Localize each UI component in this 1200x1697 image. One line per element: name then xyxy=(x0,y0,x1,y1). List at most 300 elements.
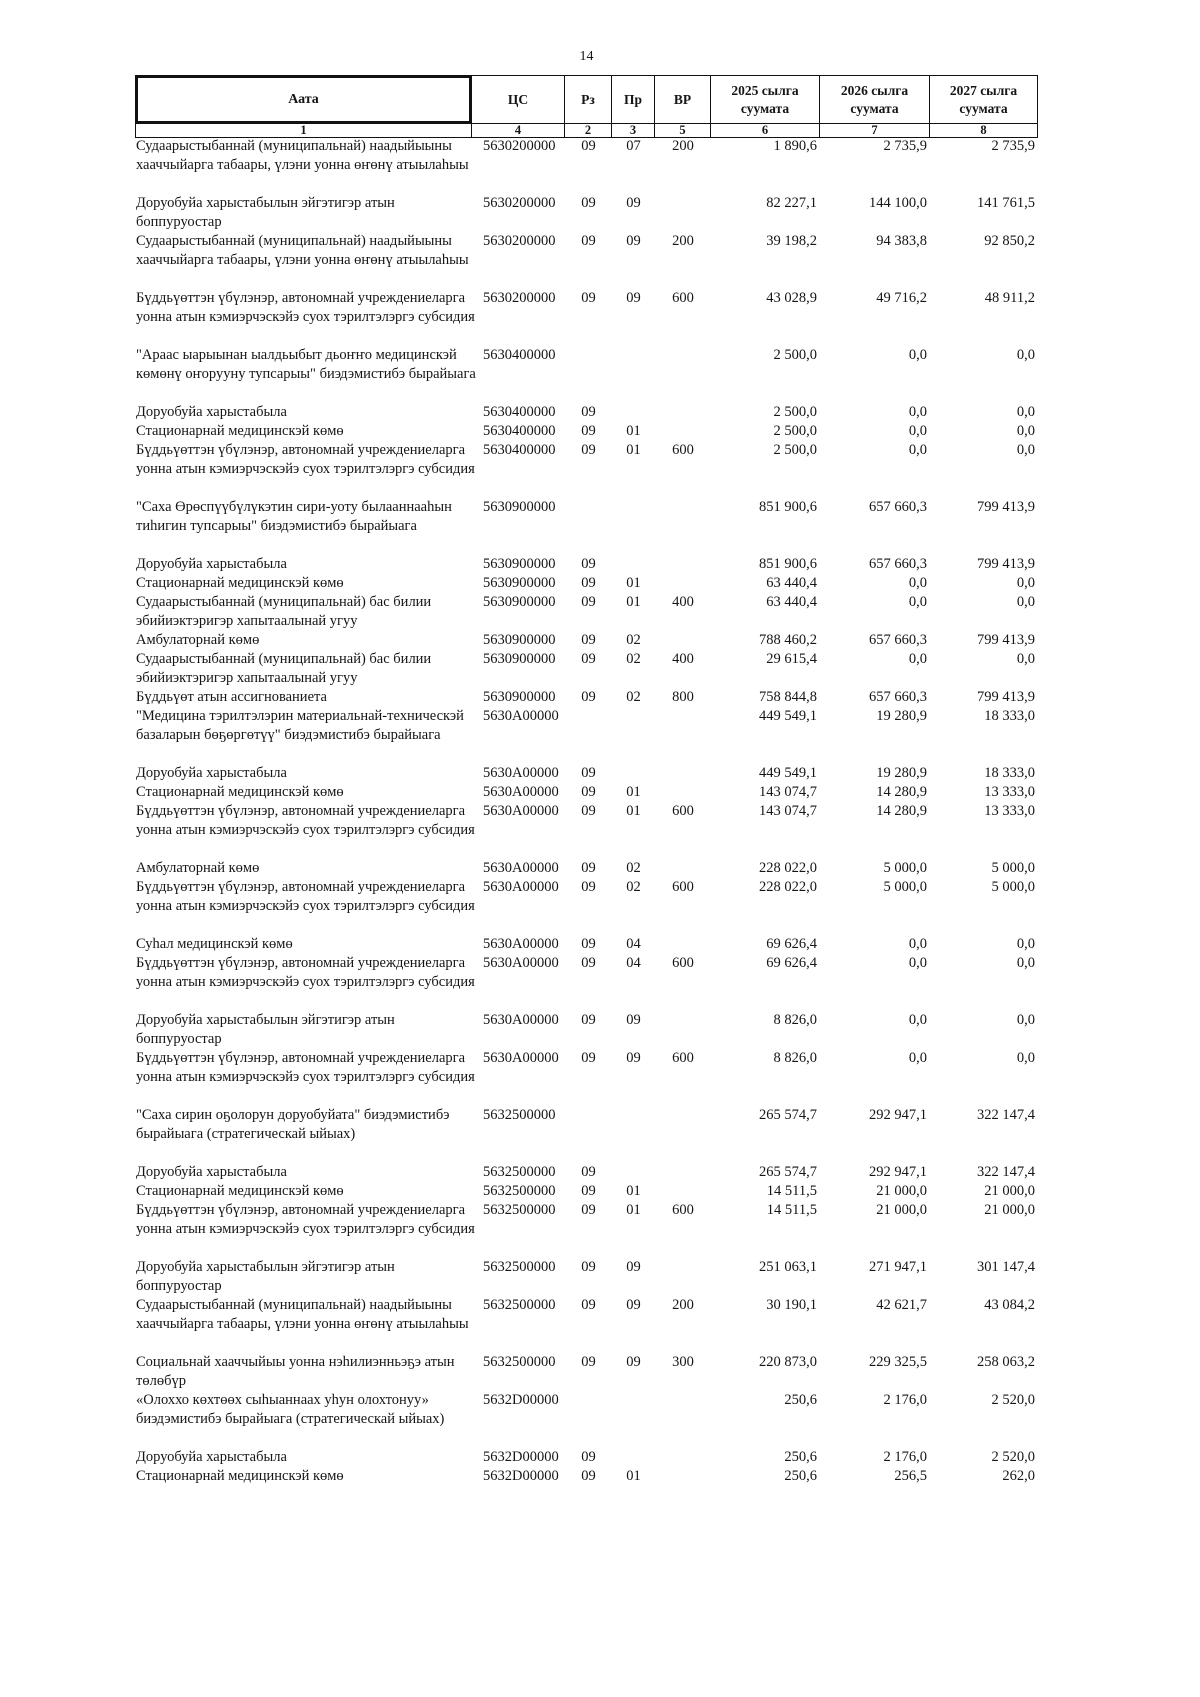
rz-code-cell: 09 xyxy=(581,1259,596,1275)
amount-2026-cell: 657 660,3 xyxy=(869,499,927,515)
vr-code-cell xyxy=(655,764,711,783)
rz-code-cell: 09 xyxy=(581,233,596,249)
amount-2025-cell: 39 198,2 xyxy=(766,233,817,249)
amount-2027-cell: 2 520,0 xyxy=(991,1392,1035,1408)
rz-code-cell: 09 xyxy=(581,689,596,705)
vr-code-cell xyxy=(655,403,711,422)
amount-2026-cell: 0,0 xyxy=(908,936,927,952)
rz-code-cell: 09 xyxy=(581,784,596,800)
row-name-cell: Стационарнай медицинскэй көмө xyxy=(136,575,344,591)
amount-2026-cell: 0,0 xyxy=(908,955,927,971)
amount-2027-cell: 0,0 xyxy=(1016,404,1035,420)
table-row xyxy=(136,1353,1037,1391)
table-row xyxy=(136,631,1037,650)
pr-code-cell: 01 xyxy=(626,442,641,458)
amount-2025-cell: 30 190,1 xyxy=(766,1297,817,1313)
amount-2026-cell: 14 280,9 xyxy=(876,803,927,819)
vr-code-cell: 600 xyxy=(672,803,694,819)
amount-2025-cell: 14 511,5 xyxy=(766,1202,817,1218)
table-header xyxy=(135,75,1038,138)
vr-code-cell xyxy=(655,783,711,802)
amount-2026-cell: 21 000,0 xyxy=(876,1202,927,1218)
row-name-cell: "Араас ыарыынан ыалдьыбыт дьоҥҥо медицинскэй көмөнү оҥорууну тупсарыы" биэдэмистибэ бырайыага xyxy=(136,347,476,382)
amount-2026-cell: 144 100,0 xyxy=(869,195,927,211)
table-row xyxy=(136,555,1037,574)
pr-code-cell: 02 xyxy=(626,651,641,667)
cs-code-cell: 5630900000 xyxy=(483,632,556,648)
table-row xyxy=(136,1448,1037,1467)
rz-code-cell: 09 xyxy=(581,1449,596,1465)
vr-code-cell xyxy=(655,498,711,555)
rz-code-cell: 09 xyxy=(581,1164,596,1180)
cs-code-cell: 5630400000 xyxy=(483,404,556,420)
header-pr: Пр xyxy=(612,76,655,124)
amount-2027-cell: 18 333,0 xyxy=(984,765,1035,781)
amount-2027-cell: 5 000,0 xyxy=(991,879,1035,895)
amount-2027-cell: 322 147,4 xyxy=(977,1107,1035,1123)
pr-code-cell xyxy=(612,1448,655,1467)
vr-code-cell xyxy=(655,1391,711,1448)
amount-2026-cell: 94 383,8 xyxy=(876,233,927,249)
amount-2025-cell: 220 873,0 xyxy=(759,1354,817,1370)
row-name-cell: Бүддьүөт атын ассигнованиета xyxy=(136,689,327,705)
amount-2027-cell: 92 850,2 xyxy=(984,233,1035,249)
amount-2026-cell: 657 660,3 xyxy=(869,632,927,648)
page-number: 14 xyxy=(579,49,594,64)
rz-code-cell xyxy=(565,1391,612,1448)
cs-code-cell: 5632500000 xyxy=(483,1297,556,1313)
rz-code-cell: 09 xyxy=(581,860,596,876)
amount-2025-cell: 143 074,7 xyxy=(759,784,817,800)
cs-code-cell: 5632D00000 xyxy=(483,1449,559,1465)
table-row xyxy=(136,1163,1037,1182)
amount-2025-cell: 851 900,6 xyxy=(759,556,817,572)
table-row xyxy=(136,574,1037,593)
amount-2027-cell: 21 000,0 xyxy=(984,1202,1035,1218)
pr-code-cell: 02 xyxy=(626,860,641,876)
table-row xyxy=(136,707,1037,764)
amount-2025-cell: 2 500,0 xyxy=(773,404,817,420)
pr-code-cell: 01 xyxy=(626,1202,641,1218)
rz-code-cell: 09 xyxy=(581,651,596,667)
amount-2025-cell: 788 460,2 xyxy=(759,632,817,648)
amount-2026-cell: 0,0 xyxy=(908,651,927,667)
row-name-cell: Социальнай хааччыйыы уонна нэһилиэнньэҕэ атын төлөбүр xyxy=(136,1354,455,1389)
amount-2025-cell: 143 074,7 xyxy=(759,803,817,819)
table-row xyxy=(136,802,1037,859)
amount-2027-cell: 43 084,2 xyxy=(984,1297,1035,1313)
rz-code-cell: 09 xyxy=(581,423,596,439)
column-number-name: 1 xyxy=(136,124,472,137)
table-row xyxy=(136,232,1037,289)
amount-2025-cell: 228 022,0 xyxy=(759,879,817,895)
pr-code-cell: 02 xyxy=(626,632,641,648)
table-row xyxy=(136,1106,1037,1163)
table-row xyxy=(136,1296,1037,1353)
amount-2025-cell: 8 826,0 xyxy=(773,1050,817,1066)
table-row xyxy=(136,1182,1037,1201)
cs-code-cell: 5630A00000 xyxy=(483,1050,559,1066)
rz-code-cell xyxy=(565,346,612,403)
row-name-cell: Амбулаторнай көмө xyxy=(136,632,260,648)
table-row xyxy=(136,859,1037,878)
rz-code-cell: 09 xyxy=(581,138,596,154)
table-row xyxy=(136,1391,1037,1448)
pr-code-cell: 02 xyxy=(626,879,641,895)
amount-2027-cell: 0,0 xyxy=(1016,442,1035,458)
amount-2026-cell: 2 735,9 xyxy=(883,138,927,154)
cs-code-cell: 5630900000 xyxy=(483,689,556,705)
vr-code-cell xyxy=(655,574,711,593)
cs-code-cell: 5632500000 xyxy=(483,1354,556,1370)
column-number-2025: 6 xyxy=(711,124,820,137)
amount-2026-cell: 256,5 xyxy=(894,1468,927,1484)
table-row xyxy=(136,441,1037,498)
amount-2027-cell: 799 413,9 xyxy=(977,689,1035,705)
table-row xyxy=(136,1258,1037,1296)
amount-2026-cell: 229 325,5 xyxy=(869,1354,927,1370)
amount-2027-cell: 322 147,4 xyxy=(977,1164,1035,1180)
column-number-vr: 5 xyxy=(655,124,711,137)
cs-code-cell: 5630A00000 xyxy=(483,879,559,895)
table-row xyxy=(136,935,1037,954)
vr-code-cell xyxy=(655,422,711,441)
rz-code-cell xyxy=(565,707,612,764)
table-row xyxy=(136,878,1037,935)
table-row xyxy=(136,422,1037,441)
amount-2026-cell: 49 716,2 xyxy=(876,290,927,306)
amount-2027-cell: 262,0 xyxy=(1002,1468,1035,1484)
amount-2026-cell: 0,0 xyxy=(908,404,927,420)
cs-code-cell: 5630200000 xyxy=(483,233,556,249)
amount-2027-cell: 0,0 xyxy=(1016,936,1035,952)
cs-code-cell: 5632500000 xyxy=(483,1202,556,1218)
row-name-cell: "Саха Өрөспүүбүлүкэтин сири-уоту былааннааһын тиһигин тупсарыы" биэдэмистибэ бырайыага xyxy=(136,499,452,534)
row-name-cell: Судаарыстыбаннай (муниципальнай) бас билии эбийиэктэригэр хапытаалынай угуу xyxy=(136,651,432,686)
vr-code-cell: 600 xyxy=(672,1202,694,1218)
row-name-cell: Амбулаторнай көмө xyxy=(136,860,260,876)
amount-2026-cell: 2 176,0 xyxy=(883,1449,927,1465)
amount-2027-cell: 0,0 xyxy=(1016,594,1035,610)
pr-code-cell xyxy=(612,498,655,555)
amount-2026-cell: 0,0 xyxy=(908,1012,927,1028)
amount-2026-cell: 292 947,1 xyxy=(869,1107,927,1123)
vr-code-cell: 800 xyxy=(672,689,694,705)
amount-2025-cell: 8 826,0 xyxy=(773,1012,817,1028)
row-name-cell: Доруобуйа харыстабылын эйгэтигэр атын боппуруостар xyxy=(136,1012,395,1047)
vr-code-cell xyxy=(655,1448,711,1467)
cs-code-cell: 5632500000 xyxy=(483,1107,556,1123)
pr-code-cell: 04 xyxy=(626,936,641,952)
vr-code-cell: 300 xyxy=(672,1354,694,1370)
amount-2025-cell: 29 615,4 xyxy=(766,651,817,667)
amount-2026-cell: 14 280,9 xyxy=(876,784,927,800)
pr-code-cell xyxy=(612,1391,655,1448)
amount-2026-cell: 2 176,0 xyxy=(883,1392,927,1408)
amount-2025-cell: 2 500,0 xyxy=(773,442,817,458)
amount-2025-cell: 69 626,4 xyxy=(766,936,817,952)
amount-2025-cell: 2 500,0 xyxy=(773,347,817,363)
rz-code-cell: 09 xyxy=(581,594,596,610)
table-row xyxy=(136,688,1037,707)
cs-code-cell: 5630A00000 xyxy=(483,708,559,724)
pr-code-cell: 01 xyxy=(626,575,641,591)
amount-2026-cell: 5 000,0 xyxy=(883,879,927,895)
vr-code-cell xyxy=(655,1163,711,1182)
vr-code-cell xyxy=(655,555,711,574)
pr-code-cell: 01 xyxy=(626,423,641,439)
row-name-cell: Стационарнай медицинскэй көмө xyxy=(136,784,344,800)
column-number-2026: 7 xyxy=(820,124,930,137)
amount-2026-cell: 292 947,1 xyxy=(869,1164,927,1180)
vr-code-cell xyxy=(655,935,711,954)
cs-code-cell: 5630A00000 xyxy=(483,1012,559,1028)
vr-code-cell: 400 xyxy=(672,594,694,610)
cs-code-cell: 5630A00000 xyxy=(483,955,559,971)
pr-code-cell xyxy=(612,555,655,574)
row-name-cell: Бүддьүөттэн үбүлэнэр, автономнай учреждениеларга уонна атын кэмиэрчэскэйэ суох тэрилтэлэргэ субсидия xyxy=(136,1050,475,1085)
amount-2027-cell: 141 761,5 xyxy=(977,195,1035,211)
cs-code-cell: 5630900000 xyxy=(483,651,556,667)
vr-code-cell: 600 xyxy=(672,955,694,971)
rz-code-cell: 09 xyxy=(581,765,596,781)
cs-code-cell: 5630A00000 xyxy=(483,936,559,952)
vr-code-cell xyxy=(655,707,711,764)
rz-code-cell: 09 xyxy=(581,556,596,572)
table-row xyxy=(136,954,1037,1011)
amount-2025-cell: 250,6 xyxy=(784,1449,817,1465)
cs-code-cell: 5632D00000 xyxy=(483,1468,559,1484)
row-name-cell: Бүддьүөттэн үбүлэнэр, автономнай учреждениеларга уонна атын кэмиэрчэскэйэ суох тэрилтэлэргэ субсидия xyxy=(136,879,475,914)
pr-code-cell xyxy=(612,346,655,403)
vr-code-cell: 200 xyxy=(672,233,694,249)
rz-code-cell: 09 xyxy=(581,195,596,211)
table-row xyxy=(136,1011,1037,1049)
amount-2025-cell: 851 900,6 xyxy=(759,499,817,515)
amount-2025-cell: 82 227,1 xyxy=(766,195,817,211)
vr-code-cell xyxy=(655,1106,711,1163)
cs-code-cell: 5630A00000 xyxy=(483,860,559,876)
amount-2027-cell: 301 147,4 xyxy=(977,1259,1035,1275)
pr-code-cell xyxy=(612,1106,655,1163)
vr-code-cell: 600 xyxy=(672,879,694,895)
amount-2027-cell: 0,0 xyxy=(1016,955,1035,971)
pr-code-cell xyxy=(612,764,655,783)
vr-code-cell xyxy=(655,346,711,403)
amount-2027-cell: 0,0 xyxy=(1016,423,1035,439)
pr-code-cell: 02 xyxy=(626,689,641,705)
pr-code-cell: 07 xyxy=(626,138,641,154)
cs-code-cell: 5630400000 xyxy=(483,347,556,363)
cs-code-cell: 5630400000 xyxy=(483,423,556,439)
amount-2025-cell: 250,6 xyxy=(784,1468,817,1484)
vr-code-cell xyxy=(655,1011,711,1049)
amount-2026-cell: 0,0 xyxy=(908,594,927,610)
pr-code-cell: 09 xyxy=(626,1297,641,1313)
table-row xyxy=(136,289,1037,346)
rz-code-cell: 09 xyxy=(581,442,596,458)
amount-2025-cell: 228 022,0 xyxy=(759,860,817,876)
amount-2026-cell: 0,0 xyxy=(908,347,927,363)
pr-code-cell: 09 xyxy=(626,1354,641,1370)
rz-code-cell: 09 xyxy=(581,1354,596,1370)
row-name-cell: Бүддьүөттэн үбүлэнэр, автономнай учреждениеларга уонна атын кэмиэрчэскэйэ суох тэрилтэлэргэ субсидия xyxy=(136,803,475,838)
amount-2025-cell: 14 511,5 xyxy=(766,1183,817,1199)
column-number-rz: 2 xyxy=(565,124,612,137)
vr-code-cell xyxy=(655,1467,711,1486)
table-row xyxy=(136,1049,1037,1106)
rz-code-cell: 09 xyxy=(581,803,596,819)
vr-code-cell: 400 xyxy=(672,651,694,667)
amount-2026-cell: 657 660,3 xyxy=(869,689,927,705)
amount-2027-cell: 13 333,0 xyxy=(984,784,1035,800)
amount-2026-cell: 19 280,9 xyxy=(876,765,927,781)
row-name-cell: "Саха сирин оҕолорун доруобуйата" биэдэмистибэ бырайыага (стратегическай ыйыах) xyxy=(136,1107,450,1142)
rz-code-cell xyxy=(565,498,612,555)
rz-code-cell xyxy=(565,1106,612,1163)
rz-code-cell: 09 xyxy=(581,404,596,420)
cs-code-cell: 5630A00000 xyxy=(483,765,559,781)
pr-code-cell: 09 xyxy=(626,1259,641,1275)
amount-2025-cell: 758 844,8 xyxy=(759,689,817,705)
table-row xyxy=(136,137,1037,194)
table-row xyxy=(136,346,1037,403)
amount-2026-cell: 0,0 xyxy=(908,423,927,439)
rz-code-cell: 09 xyxy=(581,1050,596,1066)
amount-2027-cell: 0,0 xyxy=(1016,1050,1035,1066)
vr-code-cell xyxy=(655,1258,711,1296)
amount-2025-cell: 251 063,1 xyxy=(759,1259,817,1275)
pr-code-cell: 01 xyxy=(626,803,641,819)
row-name-cell: Доруобуйа харыстабылын эйгэтигэр атын боппуруостар xyxy=(136,1259,395,1294)
rz-code-cell: 09 xyxy=(581,879,596,895)
amount-2025-cell: 265 574,7 xyxy=(759,1107,817,1123)
cs-code-cell: 5632500000 xyxy=(483,1183,556,1199)
column-number-2027: 8 xyxy=(980,123,987,137)
cs-code-cell: 5630200000 xyxy=(483,138,556,154)
amount-2025-cell: 43 028,9 xyxy=(766,290,817,306)
amount-2027-cell: 799 413,9 xyxy=(977,556,1035,572)
table-row xyxy=(136,764,1037,783)
row-name-cell: Доруобуйа харыстабыла xyxy=(136,1449,287,1465)
rz-code-cell: 09 xyxy=(581,936,596,952)
amount-2027-cell: 5 000,0 xyxy=(991,860,1035,876)
amount-2027-cell: 18 333,0 xyxy=(984,708,1035,724)
amount-2025-cell: 265 574,7 xyxy=(759,1164,817,1180)
cs-code-cell: 5630A00000 xyxy=(483,784,559,800)
row-name-cell: Судаарыстыбаннай (муниципальнай) наадыйыыны хааччыйарга табаары, үлэни уонна өҥөнү атыылаһыы xyxy=(136,1297,469,1332)
cs-code-cell: 5632500000 xyxy=(483,1259,556,1275)
row-name-cell: Судаарыстыбаннай (муниципальнай) наадыйыыны хааччыйарга табаары, үлэни уонна өҥөнү атыылаһыы xyxy=(136,233,469,268)
pr-code-cell: 09 xyxy=(626,1050,641,1066)
pr-code-cell: 04 xyxy=(626,955,641,971)
rz-code-cell: 09 xyxy=(581,575,596,591)
amount-2025-cell: 449 549,1 xyxy=(759,765,817,781)
table-row xyxy=(136,1201,1037,1258)
header-vr: ВР xyxy=(655,76,711,124)
cs-code-cell: 5632500000 xyxy=(483,1164,556,1180)
amount-2026-cell: 0,0 xyxy=(908,1050,927,1066)
row-name-cell: Стационарнай медицинскэй көмө xyxy=(136,423,344,439)
header-2027-amount: 2027 сылга суумата xyxy=(930,76,1037,124)
row-name-cell: Бүддьүөттэн үбүлэнэр, автономнай учреждениеларга уонна атын кэмиэрчэскэйэ суох тэрилтэлэргэ субсидия xyxy=(136,442,475,477)
row-name-cell: Доруобуйа харыстабыла xyxy=(136,765,287,781)
row-name-cell: Доруобуйа харыстабыла xyxy=(136,1164,287,1180)
row-name-cell: Бүддьүөттэн үбүлэнэр, автономнай учреждениеларга уонна атын кэмиэрчэскэйэ суох тэрилтэлэргэ субсидия xyxy=(136,290,475,325)
amount-2026-cell: 42 621,7 xyxy=(876,1297,927,1313)
column-number-cs: 4 xyxy=(472,124,565,137)
header-name: Аата xyxy=(136,76,472,124)
row-name-cell: Бүддьүөттэн үбүлэнэр, автономнай учреждениеларга уонна атын кэмиэрчэскэйэ суох тэрилтэлэргэ субсидия xyxy=(136,955,475,990)
vr-code-cell: 600 xyxy=(672,1050,694,1066)
row-name-cell: Суһал медицинскэй көмө xyxy=(136,936,293,952)
row-name-cell: Доруобуйа харыстабылын эйгэтигэр атын боппуруостар xyxy=(136,195,395,230)
row-name-cell: Стационарнай медицинскэй көмө xyxy=(136,1468,344,1484)
amount-2025-cell: 2 500,0 xyxy=(773,423,817,439)
row-name-cell: «Олоххо көхтөөх сыһыаннаах уһун олохтонуу» биэдэмистибэ бырайыага (стратегическай ыйыах) xyxy=(136,1392,445,1427)
table-row xyxy=(136,783,1037,802)
cs-code-cell: 5630200000 xyxy=(483,195,556,211)
row-name-cell: Доруобуйа харыстабыла xyxy=(136,556,287,572)
amount-2026-cell: 5 000,0 xyxy=(883,860,927,876)
pr-code-cell: 01 xyxy=(626,784,641,800)
table-row xyxy=(136,650,1037,688)
amount-2027-cell: 21 000,0 xyxy=(984,1183,1035,1199)
pr-code-cell: 09 xyxy=(626,1012,641,1028)
vr-code-cell xyxy=(655,194,711,232)
rz-code-cell: 09 xyxy=(581,1468,596,1484)
row-name-cell: Бүддьүөттэн үбүлэнэр, автономнай учреждениеларга уонна атын кэмиэрчэскэйэ суох тэрилтэлэргэ субсидия xyxy=(136,1202,475,1237)
cs-code-cell: 5630A00000 xyxy=(483,803,559,819)
vr-code-cell xyxy=(655,1182,711,1201)
amount-2027-cell: 0,0 xyxy=(1016,575,1035,591)
table-row xyxy=(136,194,1037,232)
amount-2027-cell: 0,0 xyxy=(1016,1012,1035,1028)
amount-2025-cell: 63 440,4 xyxy=(766,594,817,610)
cs-code-cell: 5630900000 xyxy=(483,499,556,515)
cs-code-cell: 5630900000 xyxy=(483,575,556,591)
amount-2027-cell: 799 413,9 xyxy=(977,499,1035,515)
amount-2026-cell: 21 000,0 xyxy=(876,1183,927,1199)
cs-code-cell: 5630900000 xyxy=(483,556,556,572)
amount-2027-cell: 2 520,0 xyxy=(991,1449,1035,1465)
column-number-pr: 3 xyxy=(612,124,655,137)
pr-code-cell: 01 xyxy=(626,1183,641,1199)
vr-code-cell: 600 xyxy=(672,290,694,306)
cs-code-cell: 5630900000 xyxy=(483,594,556,610)
amount-2027-cell: 0,0 xyxy=(1016,651,1035,667)
pr-code-cell xyxy=(612,403,655,422)
cs-code-cell: 5632D00000 xyxy=(483,1392,559,1408)
cs-code-cell: 5630200000 xyxy=(483,290,556,306)
table-row xyxy=(136,1467,1037,1486)
row-name-cell: Судаарыстыбаннай (муниципальнай) бас билии эбийиэктэригэр хапытаалынай угуу xyxy=(136,594,432,629)
rz-code-cell: 09 xyxy=(581,632,596,648)
pr-code-cell: 09 xyxy=(626,290,641,306)
table-body xyxy=(136,137,1037,1486)
amount-2026-cell: 19 280,9 xyxy=(876,708,927,724)
amount-2027-cell: 48 911,2 xyxy=(984,290,1035,306)
amount-2027-cell: 258 063,2 xyxy=(977,1354,1035,1370)
vr-code-cell xyxy=(655,631,711,650)
amount-2026-cell: 657 660,3 xyxy=(869,556,927,572)
row-name-cell: Стационарнай медицинскэй көмө xyxy=(136,1183,344,1199)
rz-code-cell: 09 xyxy=(581,290,596,306)
row-name-cell: Судаарыстыбаннай (муниципальнай) наадыйыыны хааччыйарга табаары, үлэни уонна өҥөнү атыылаһыы xyxy=(136,138,469,173)
header-rz: Рз xyxy=(565,76,612,124)
pr-code-cell: 01 xyxy=(626,594,641,610)
pr-code-cell xyxy=(612,707,655,764)
